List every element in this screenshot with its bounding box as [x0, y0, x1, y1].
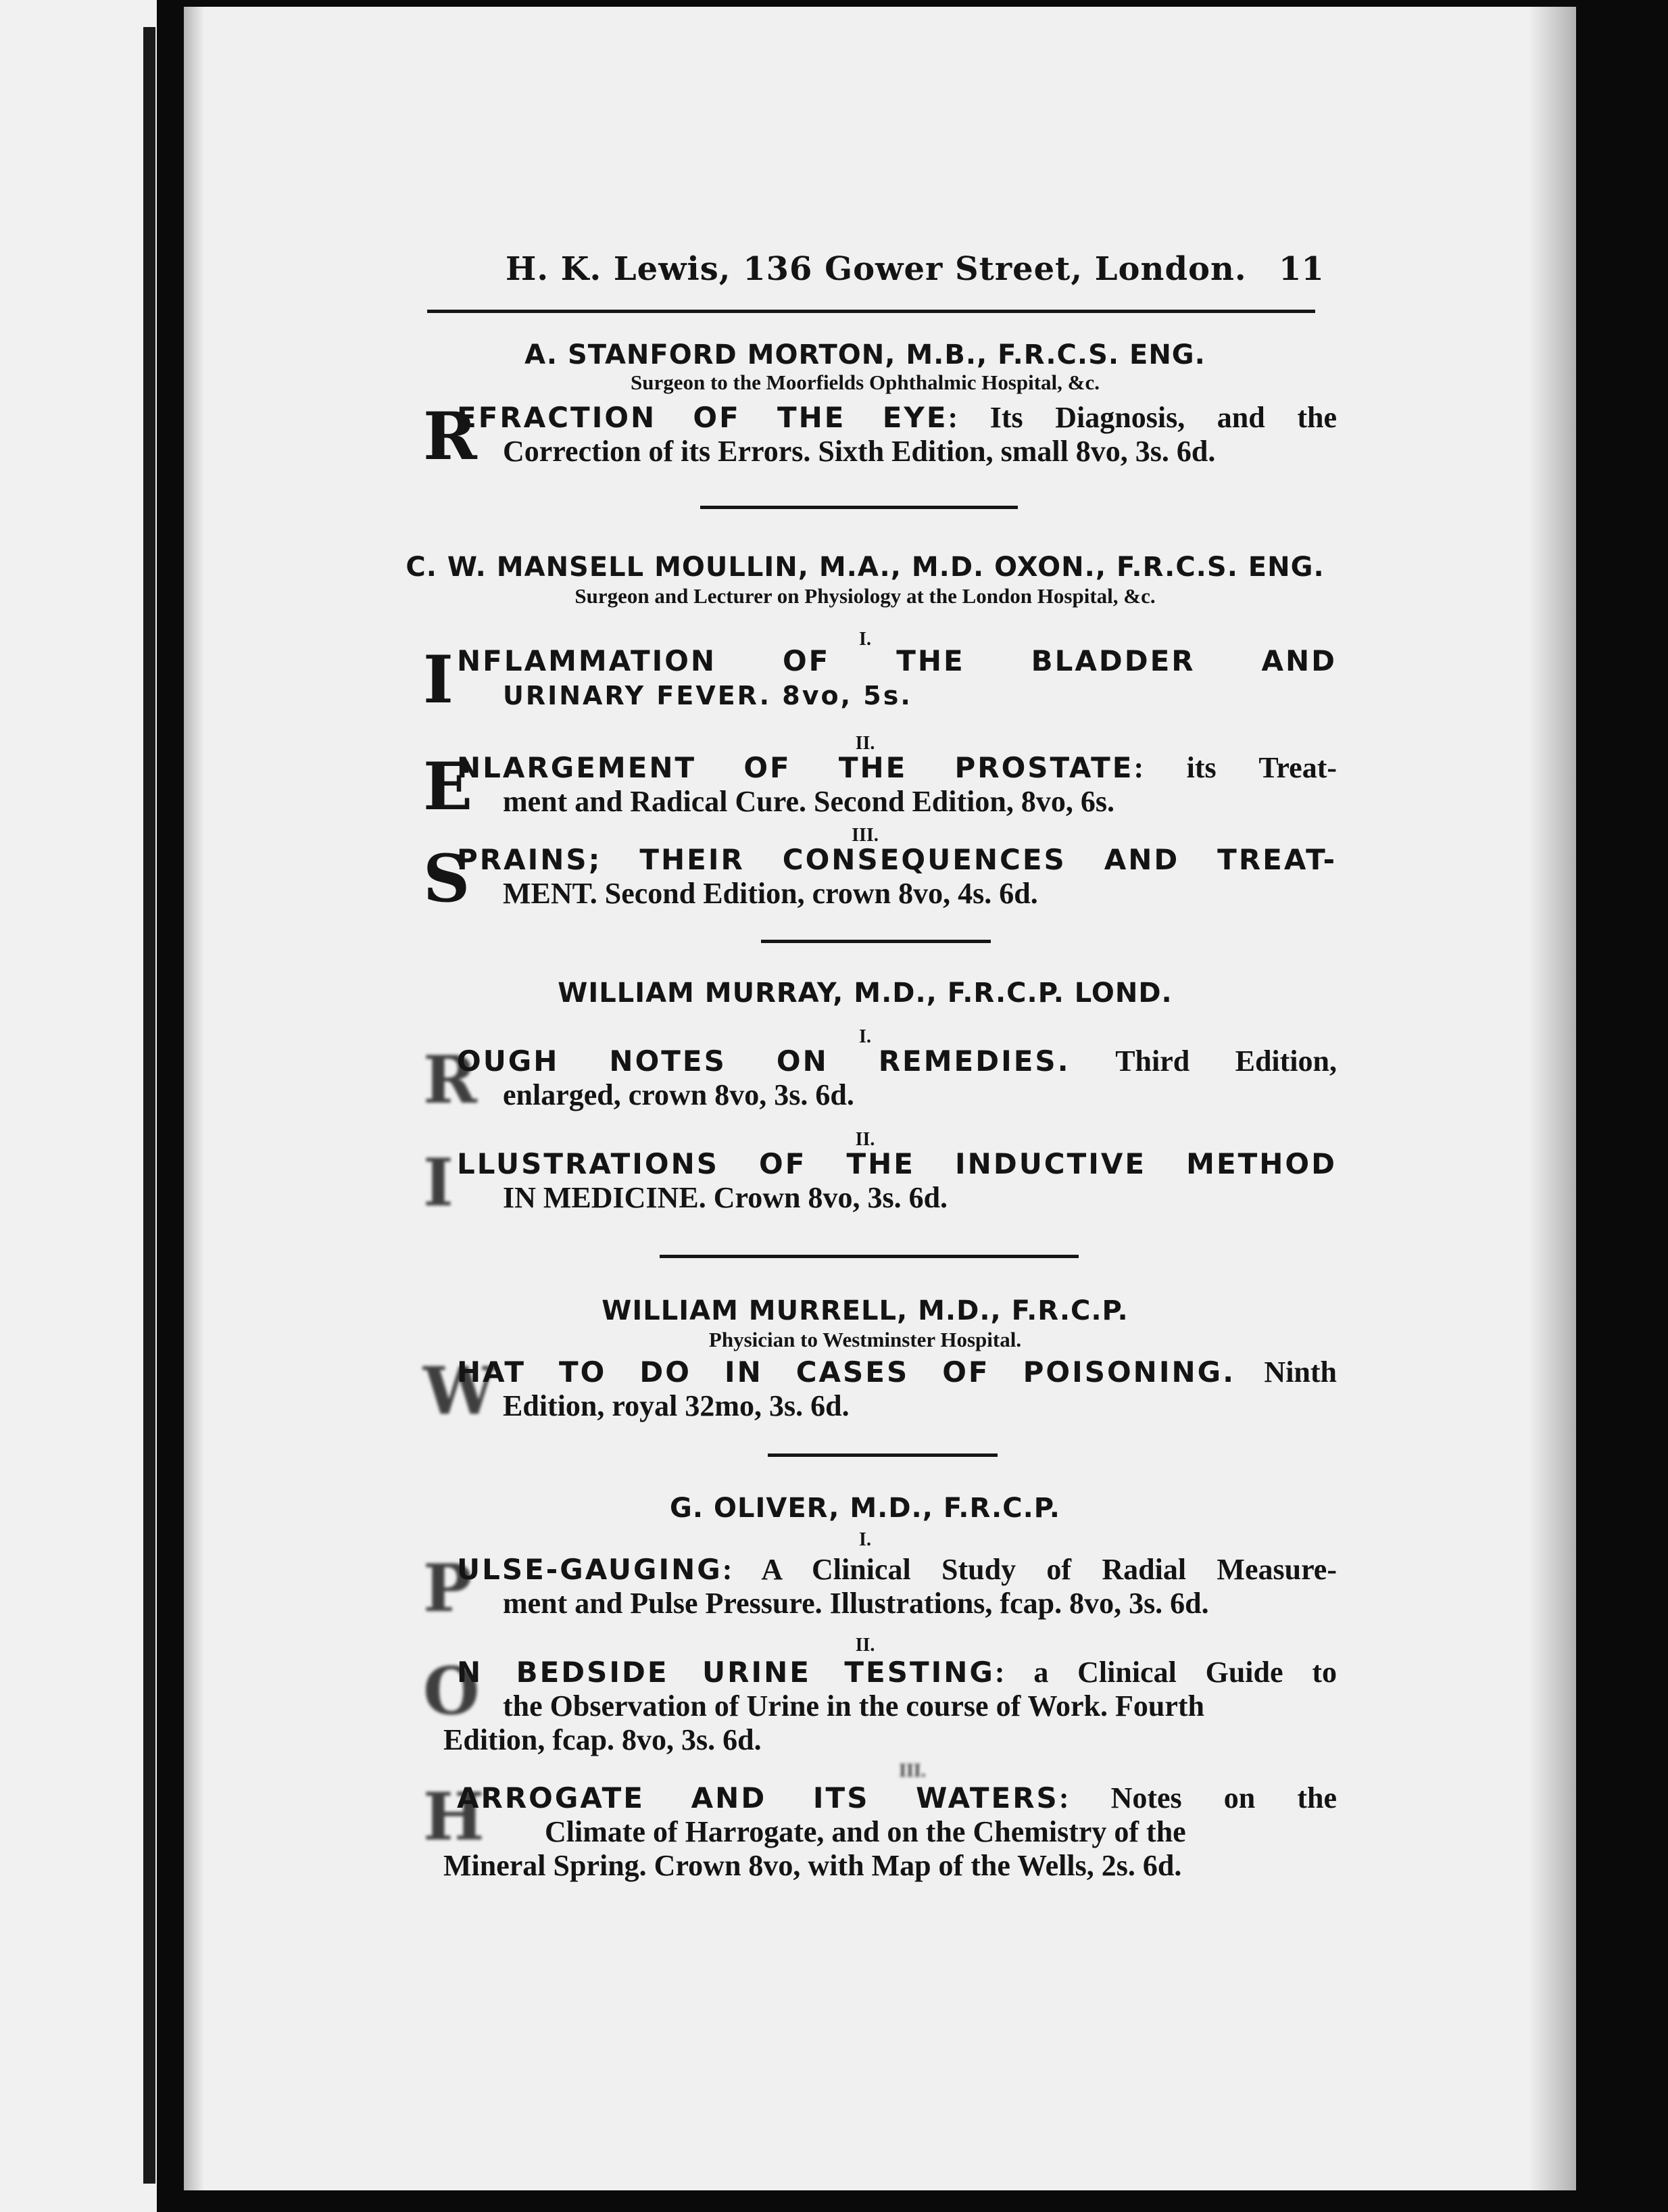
work-numeral: III. — [852, 825, 879, 846]
book-description: : its Treat- — [1133, 751, 1337, 784]
book-title: NFLAMMATION OF THE BLADDER AND — [457, 644, 1337, 677]
book-description: : A Clinical Study of Radial Measure- — [722, 1553, 1337, 1586]
book-description: : Its Diagnosis, and the — [948, 401, 1337, 434]
book-details: Climate of Harrogate, and on the Chemistry of the — [545, 1815, 1186, 1848]
book-details: Edition, royal 32mo, 3s. 6d. — [503, 1389, 850, 1422]
author-heading: C. W. MANSELL MOULLIN, M.A., M.D. OXON., F.R.C.S. ENG. — [406, 552, 1325, 583]
section-divider — [660, 1255, 1079, 1258]
drop-cap: R — [423, 1042, 477, 1118]
book-title: LLUSTRATIONS OF THE INDUCTIVE METHOD — [457, 1147, 1337, 1180]
work-numeral: I. — [859, 629, 871, 650]
drop-cap: I — [423, 1145, 453, 1221]
drop-cap: P — [423, 1550, 472, 1627]
work-numeral: II. — [855, 1129, 875, 1150]
section-divider — [768, 1453, 998, 1457]
book-title: OUGH NOTES ON REMEDIES. — [457, 1044, 1071, 1078]
book-description: : a Clinical Guide to — [994, 1656, 1337, 1689]
drop-cap: E — [423, 748, 473, 825]
work-numeral: II. — [855, 1635, 875, 1656]
work-numeral: II. — [855, 733, 875, 754]
book-description: Ninth — [1235, 1355, 1338, 1389]
book-description: Third Edition, — [1070, 1044, 1338, 1078]
drop-cap: R — [423, 398, 477, 475]
book-title: EFRACTION OF THE EYE — [457, 401, 948, 434]
book-details: ment and Radical Cure. Second Edition, 8vo, 6s. — [503, 785, 1114, 818]
drop-cap: I — [423, 642, 453, 718]
book-title: HAT TO DO IN CASES OF POISONING. — [457, 1355, 1236, 1389]
author-heading: WILLIAM MURRELL, M.D., F.R.C.P. — [602, 1295, 1129, 1326]
facing-page — [0, 0, 157, 2212]
drop-cap: H — [423, 1779, 485, 1855]
author-affiliation: Surgeon and Lecturer on Physiology at the London Hospital, &c. — [574, 584, 1156, 608]
book-title: N BEDSIDE URINE TESTING — [457, 1656, 995, 1689]
work-numeral: I. — [859, 1529, 871, 1550]
work-numeral: I. — [859, 1026, 871, 1047]
work-numeral: III. — [899, 1760, 926, 1781]
book-details: URINARY FEVER. 8vo, 5s. — [503, 681, 912, 711]
book-details: the Observation of Urine in the course of Work. Fourth — [503, 1689, 1205, 1723]
book-title: NLARGEMENT OF THE PROSTATE — [457, 751, 1134, 784]
drop-cap: W — [423, 1353, 496, 1429]
page-gutter-shadow — [184, 7, 204, 2190]
book-details: Correction of its Errors. Sixth Edition, small 8vo, 3s. 6d. — [503, 435, 1216, 468]
header-rule — [427, 310, 1315, 313]
book-title: PRAINS; THEIR CONSEQUENCES AND TREAT- — [457, 843, 1337, 876]
book-details-continued: Edition, fcap. 8vo, 3s. 6d. — [443, 1723, 762, 1756]
drop-cap: O — [423, 1653, 480, 1729]
book-details: IN MEDICINE. Crown 8vo, 3s. 6d. — [503, 1181, 948, 1214]
section-divider — [761, 940, 991, 943]
book-title: ARROGATE AND ITS WATERS — [457, 1781, 1059, 1814]
running-head: H. K. Lewis, 136 Gower Street, London. — [506, 250, 1247, 288]
author-heading: G. OLIVER, M.D., F.R.C.P. — [670, 1493, 1060, 1524]
page-number: 11 — [1279, 250, 1324, 288]
book-details: ment and Pulse Pressure. Illustrations, fcap. 8vo, 3s. 6d. — [503, 1587, 1209, 1620]
author-affiliation: Physician to Westminster Hospital. — [708, 1328, 1022, 1351]
book-details: MENT. Second Edition, crown 8vo, 4s. 6d. — [503, 877, 1038, 910]
section-divider — [700, 506, 1018, 509]
book-description: : Notes on the — [1058, 1781, 1337, 1814]
book-title: ULSE-GAUGING — [457, 1553, 722, 1586]
author-heading: A. STANFORD MORTON, M.B., F.R.C.S. ENG. — [524, 339, 1206, 370]
book-details-continued: Mineral Spring. Crown 8vo, with Map of the Wells, 2s. 6d. — [443, 1849, 1182, 1882]
page-edge-shadow — [1529, 7, 1576, 2190]
author-affiliation: Surgeon to the Moorfields Ophthalmic Hospital, &c. — [630, 370, 1100, 394]
facing-page-edge — [143, 27, 155, 2184]
drop-cap: S — [423, 840, 470, 917]
author-heading: WILLIAM MURRAY, M.D., F.R.C.P. LOND. — [558, 978, 1173, 1009]
book-details: enlarged, crown 8vo, 3s. 6d. — [503, 1078, 854, 1111]
